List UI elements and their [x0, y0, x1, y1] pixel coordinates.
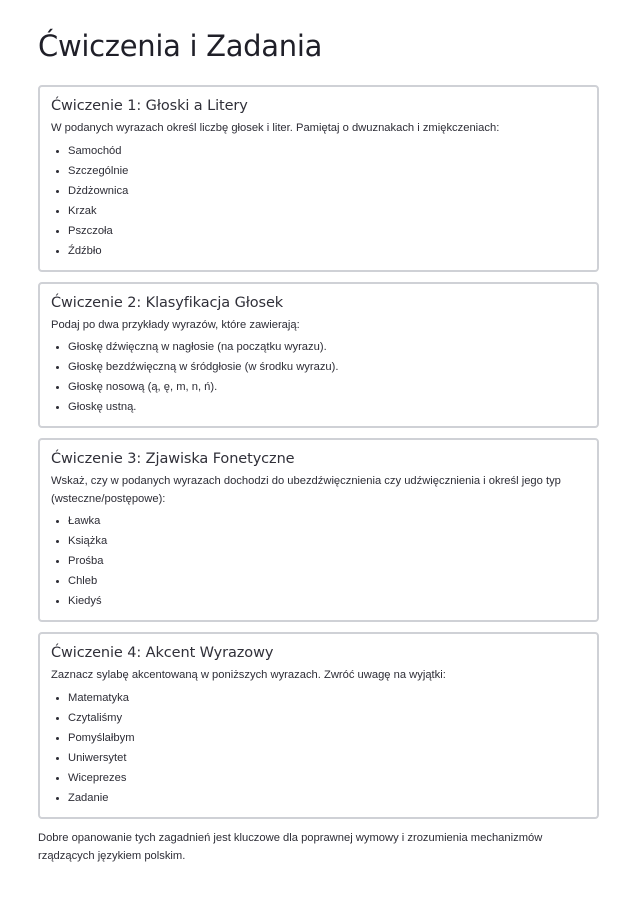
list-item: • Wiceprezes [68, 768, 586, 788]
list-item: • Matematyka [68, 688, 586, 708]
list-item: • Książka [68, 531, 586, 551]
exercise-heading: Ćwiczenie 2: Klasyfikacja Głosek [51, 294, 284, 311]
exercise-card-1 [38, 85, 599, 272]
list-item: • Głoskę nosową (ą, ę, m, n, ń). [68, 377, 586, 397]
list-item: • Dżdżownica [68, 181, 586, 201]
list-item: • Głoskę bezdźwięczną w śródgłosie (w środku wyrazu). [68, 357, 586, 377]
list-item: • Prośba [68, 551, 586, 571]
exercise-word-list [51, 141, 586, 261]
exercise-card-4 [38, 632, 599, 819]
list-item: • Głoskę ustną. [68, 397, 586, 417]
list-item: • Uniwersytet [68, 748, 586, 768]
list-item: • Głoskę dźwięczną w nagłosie (na początku wyrazu). [68, 337, 586, 357]
exercise-heading: Ćwiczenie 3: Zjawiska Fonetyczne [51, 451, 295, 467]
list-item: • Kiedyś [68, 591, 586, 611]
exercise-word-list [51, 688, 586, 808]
exercise-instruction: Wskaż, czy w podanych wyrazach dochodzi do ubezdźwięcznienia czy udźwięcznienia i określ jego typ (wsteczne/postępowe): [51, 475, 561, 505]
exercise-heading: Ćwiczenie 1: Głoski a Litery [51, 98, 248, 114]
closing-paragraph: Dobre opanowanie tych zagadnień jest kluczowe dla poprawnej wymowy i zrozumienia mechanizmów rządzących językiem polskim. [38, 831, 543, 862]
list-item: • Zadanie [68, 788, 586, 808]
exercise-card-2 [38, 282, 599, 429]
list-item: • Źdźbło [68, 241, 586, 261]
list-item: • Pszczoła [68, 221, 586, 241]
list-item: • Samochód [68, 141, 586, 161]
exercise-word-list [51, 337, 586, 417]
list-item: • Szczególnie [68, 161, 586, 181]
list-item: • Ławka [68, 511, 586, 531]
list-item: • Czytaliśmy [68, 708, 586, 728]
exercise-card-3 [38, 438, 599, 622]
exercise-heading: Ćwiczenie 4: Akcent Wyrazowy [51, 645, 274, 661]
list-item: • Krzak [68, 201, 586, 221]
page-title: Ćwiczenia i Zadania [38, 29, 323, 63]
exercise-instruction: Podaj po dwa przykłady wyrazów, które zawierają: [51, 318, 300, 331]
list-item: • Pomyślałbym [68, 728, 586, 748]
exercise-instruction: Zaznacz sylabę akcentowaną w poniższych wyrazach. Zwróć uwagę na wyjątki: [51, 669, 446, 681]
exercise-word-list [51, 511, 586, 611]
list-item: • Chleb [68, 571, 586, 591]
exercise-instruction: W podanych wyrazach określ liczbę głosek i liter. Pamiętaj o dwuznakach i zmiękczeniach: [51, 122, 500, 134]
